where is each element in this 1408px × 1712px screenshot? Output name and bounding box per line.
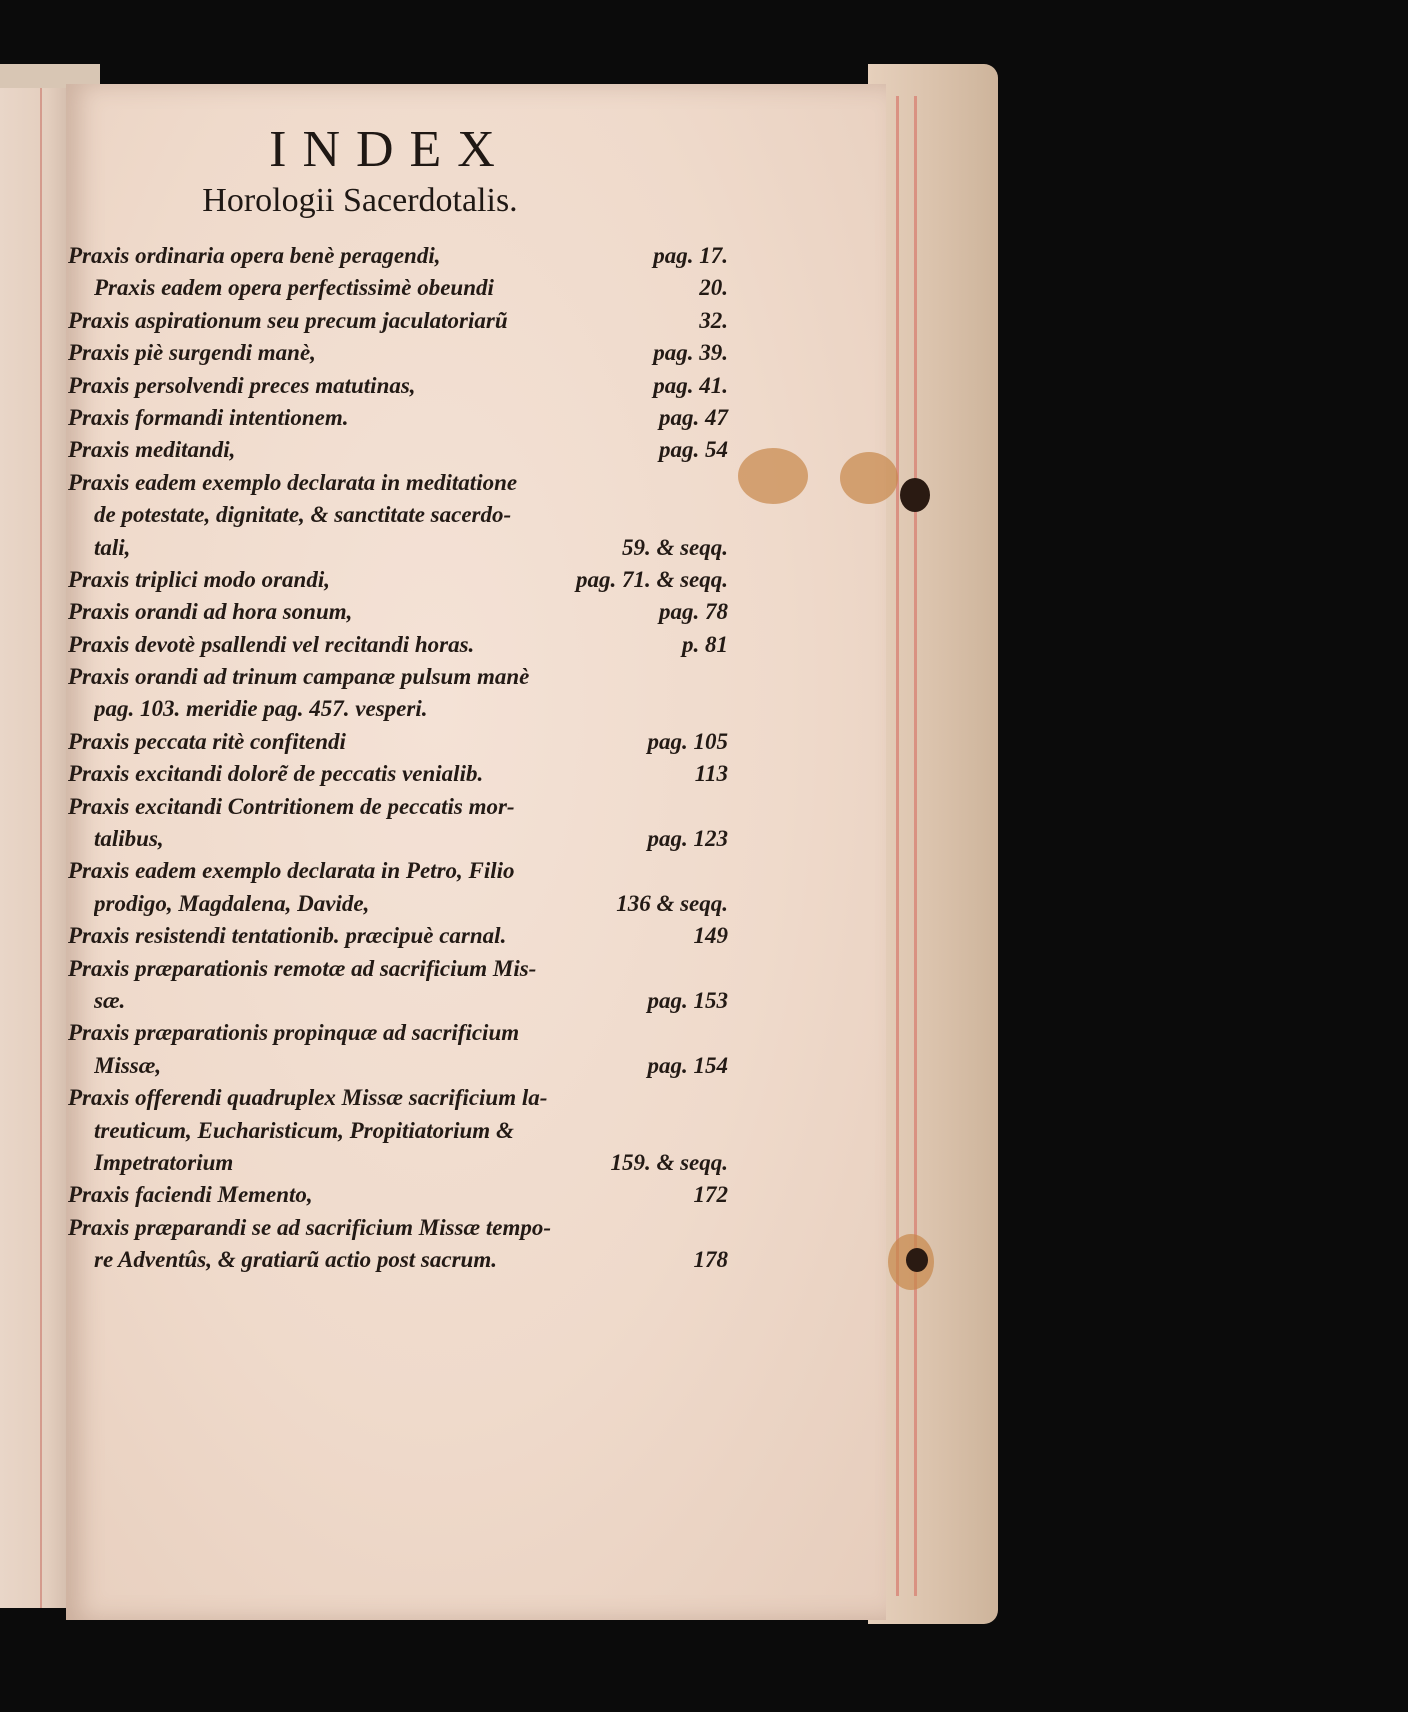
index-entry (68, 888, 728, 920)
entry-text: Praxis peccata ritè confitendi (68, 728, 346, 754)
index-entry (68, 1179, 728, 1211)
index-entry (68, 1115, 728, 1147)
fore-edge-line-2 (896, 96, 899, 1596)
index-entry (68, 855, 728, 887)
entry-text: Praxis orandi ad trinum campanæ pulsum manè (68, 664, 530, 690)
entry-page: pag. 17. (653, 243, 728, 268)
index-entry (68, 629, 728, 661)
entry-page: pag. 153 (647, 987, 728, 1013)
entry-page: pag. 71. & seqq. (575, 566, 728, 592)
entry-page: pag. 154 (647, 1052, 728, 1078)
entry-text: pag. 103. meridie pag. 457. vesperi. (94, 696, 428, 722)
entry-page (720, 1212, 728, 1244)
stain (840, 452, 898, 504)
entry-text: Praxis orandi ad hora sonum, (68, 599, 353, 625)
entry-page (720, 791, 728, 823)
left-page-rule (40, 88, 42, 1608)
index-entry (68, 240, 728, 272)
index-entry (68, 1017, 728, 1049)
entry-text: Praxis persolvendi preces matutinas, (68, 372, 416, 398)
entry-text: Praxis meditandi, (68, 437, 236, 463)
entry-text: Praxis eadem exemplo declarata in Petro, Filio (68, 858, 515, 884)
entry-page: pag. 54 (659, 437, 728, 463)
index-entry (68, 402, 728, 434)
index-entry (68, 1244, 728, 1276)
entry-text: Praxis eadem exemplo declarata in meditatione (68, 469, 518, 495)
index-entry (68, 1147, 728, 1179)
entry-page (720, 1082, 728, 1114)
entry-page: 20. (699, 275, 728, 301)
entry-text: Missæ, (94, 1052, 162, 1078)
entry-page: 59. & seqq. (621, 534, 728, 560)
entry-page: 178 (693, 1247, 728, 1273)
wormhole (906, 1248, 928, 1272)
index-entry (68, 370, 728, 402)
index-entry (68, 1082, 728, 1114)
entry-text: Praxis piè surgendi manè, (68, 340, 316, 366)
entry-page: pag. 123 (647, 826, 728, 852)
entry-page: pag. 47 (659, 404, 728, 430)
entry-page: pag. 41. (653, 372, 728, 398)
entry-text: Praxis eadem opera perfectissimè obeundi (94, 275, 494, 301)
entry-text: Praxis præparationis propinquæ ad sacrificium (68, 1020, 520, 1046)
index-entry (68, 823, 728, 855)
entry-page: 172 (693, 1182, 728, 1208)
index-entry (68, 791, 728, 823)
entry-page: pag. 78 (659, 599, 728, 625)
entry-page (720, 467, 728, 499)
index-entry (68, 272, 728, 304)
entry-text: Praxis ordinaria opera benè peragendi, (68, 243, 441, 268)
entry-page (720, 693, 728, 725)
entry-text: treuticum, Eucharisticum, Propitiatorium & (94, 1117, 514, 1143)
entry-text: Praxis resistendi tentationib. præcipuè carnal. (68, 923, 507, 949)
index-entry (68, 1050, 728, 1082)
index-entry (68, 532, 728, 564)
index-subtitle: Horologii Sacerdotalis. (202, 182, 518, 219)
entry-text: Praxis aspirationum seu precum jaculatoriarũ (68, 307, 508, 333)
entry-page (720, 1115, 728, 1147)
entry-text: Praxis excitandi Contritionem de peccatis mor- (68, 793, 515, 819)
index-entry (68, 596, 728, 628)
entry-text: Praxis faciendi Memento, (68, 1182, 313, 1208)
entry-text: Praxis devotè psallendi vel recitandi horas. (68, 631, 475, 657)
index-entry (68, 920, 728, 952)
entry-page (720, 499, 728, 531)
index-entry (68, 564, 728, 596)
entry-page: p. 81 (682, 631, 728, 657)
entry-page (720, 1017, 728, 1049)
stain (738, 448, 808, 504)
book-fore-edge (868, 64, 998, 1624)
entry-text: Praxis formandi intentionem. (68, 404, 349, 430)
entry-text: Praxis præparationis remotæ ad sacrificium Mis- (68, 955, 537, 981)
index-entry (68, 758, 728, 790)
entry-page: 113 (694, 761, 728, 787)
entry-text: Praxis triplici modo orandi, (68, 566, 330, 592)
entry-page: pag. 105 (647, 728, 728, 754)
entry-page: 32. (699, 307, 728, 333)
index-entry (68, 985, 728, 1017)
index-entry (68, 693, 728, 725)
entry-text: Praxis excitandi dolorẽ de peccatis venialib. (68, 761, 484, 787)
index-entry (68, 467, 728, 499)
entry-text: de potestate, dignitate, & sanctitate sacerdo- (94, 502, 512, 528)
fore-edge-line-3 (914, 96, 917, 1596)
entry-text: Praxis præparandi se ad sacrificium Missæ tempo- (68, 1214, 552, 1240)
entry-text: re Adventûs, & gratiarũ actio post sacrum. (94, 1247, 497, 1273)
entry-text: sæ. (94, 987, 126, 1013)
entry-page: pag. 39. (653, 340, 728, 366)
entry-page (720, 855, 728, 887)
entry-text: tali, (94, 534, 131, 560)
index-entry (68, 499, 728, 531)
index-entry (68, 953, 728, 985)
entry-text: Praxis offerendi quadruplex Missæ sacrificium la- (68, 1085, 548, 1111)
index-entry (68, 305, 728, 337)
index-entry (68, 337, 728, 369)
entry-page: 159. & seqq. (610, 1149, 728, 1175)
entry-page (720, 953, 728, 985)
wormhole (900, 478, 930, 512)
entry-page: 149 (693, 923, 728, 949)
entry-page (720, 661, 728, 693)
index-entries (68, 240, 728, 1277)
index-entry (68, 434, 728, 466)
index-entry (68, 1212, 728, 1244)
index-entry (68, 726, 728, 758)
entry-text: Impetratorium (94, 1149, 234, 1175)
entry-page: 136 & seqq. (616, 890, 728, 916)
index-title: INDEX (269, 121, 511, 178)
entry-text: talibus, (94, 826, 164, 852)
index-entry (68, 661, 728, 693)
entry-text: prodigo, Magdalena, Davide, (94, 890, 370, 916)
